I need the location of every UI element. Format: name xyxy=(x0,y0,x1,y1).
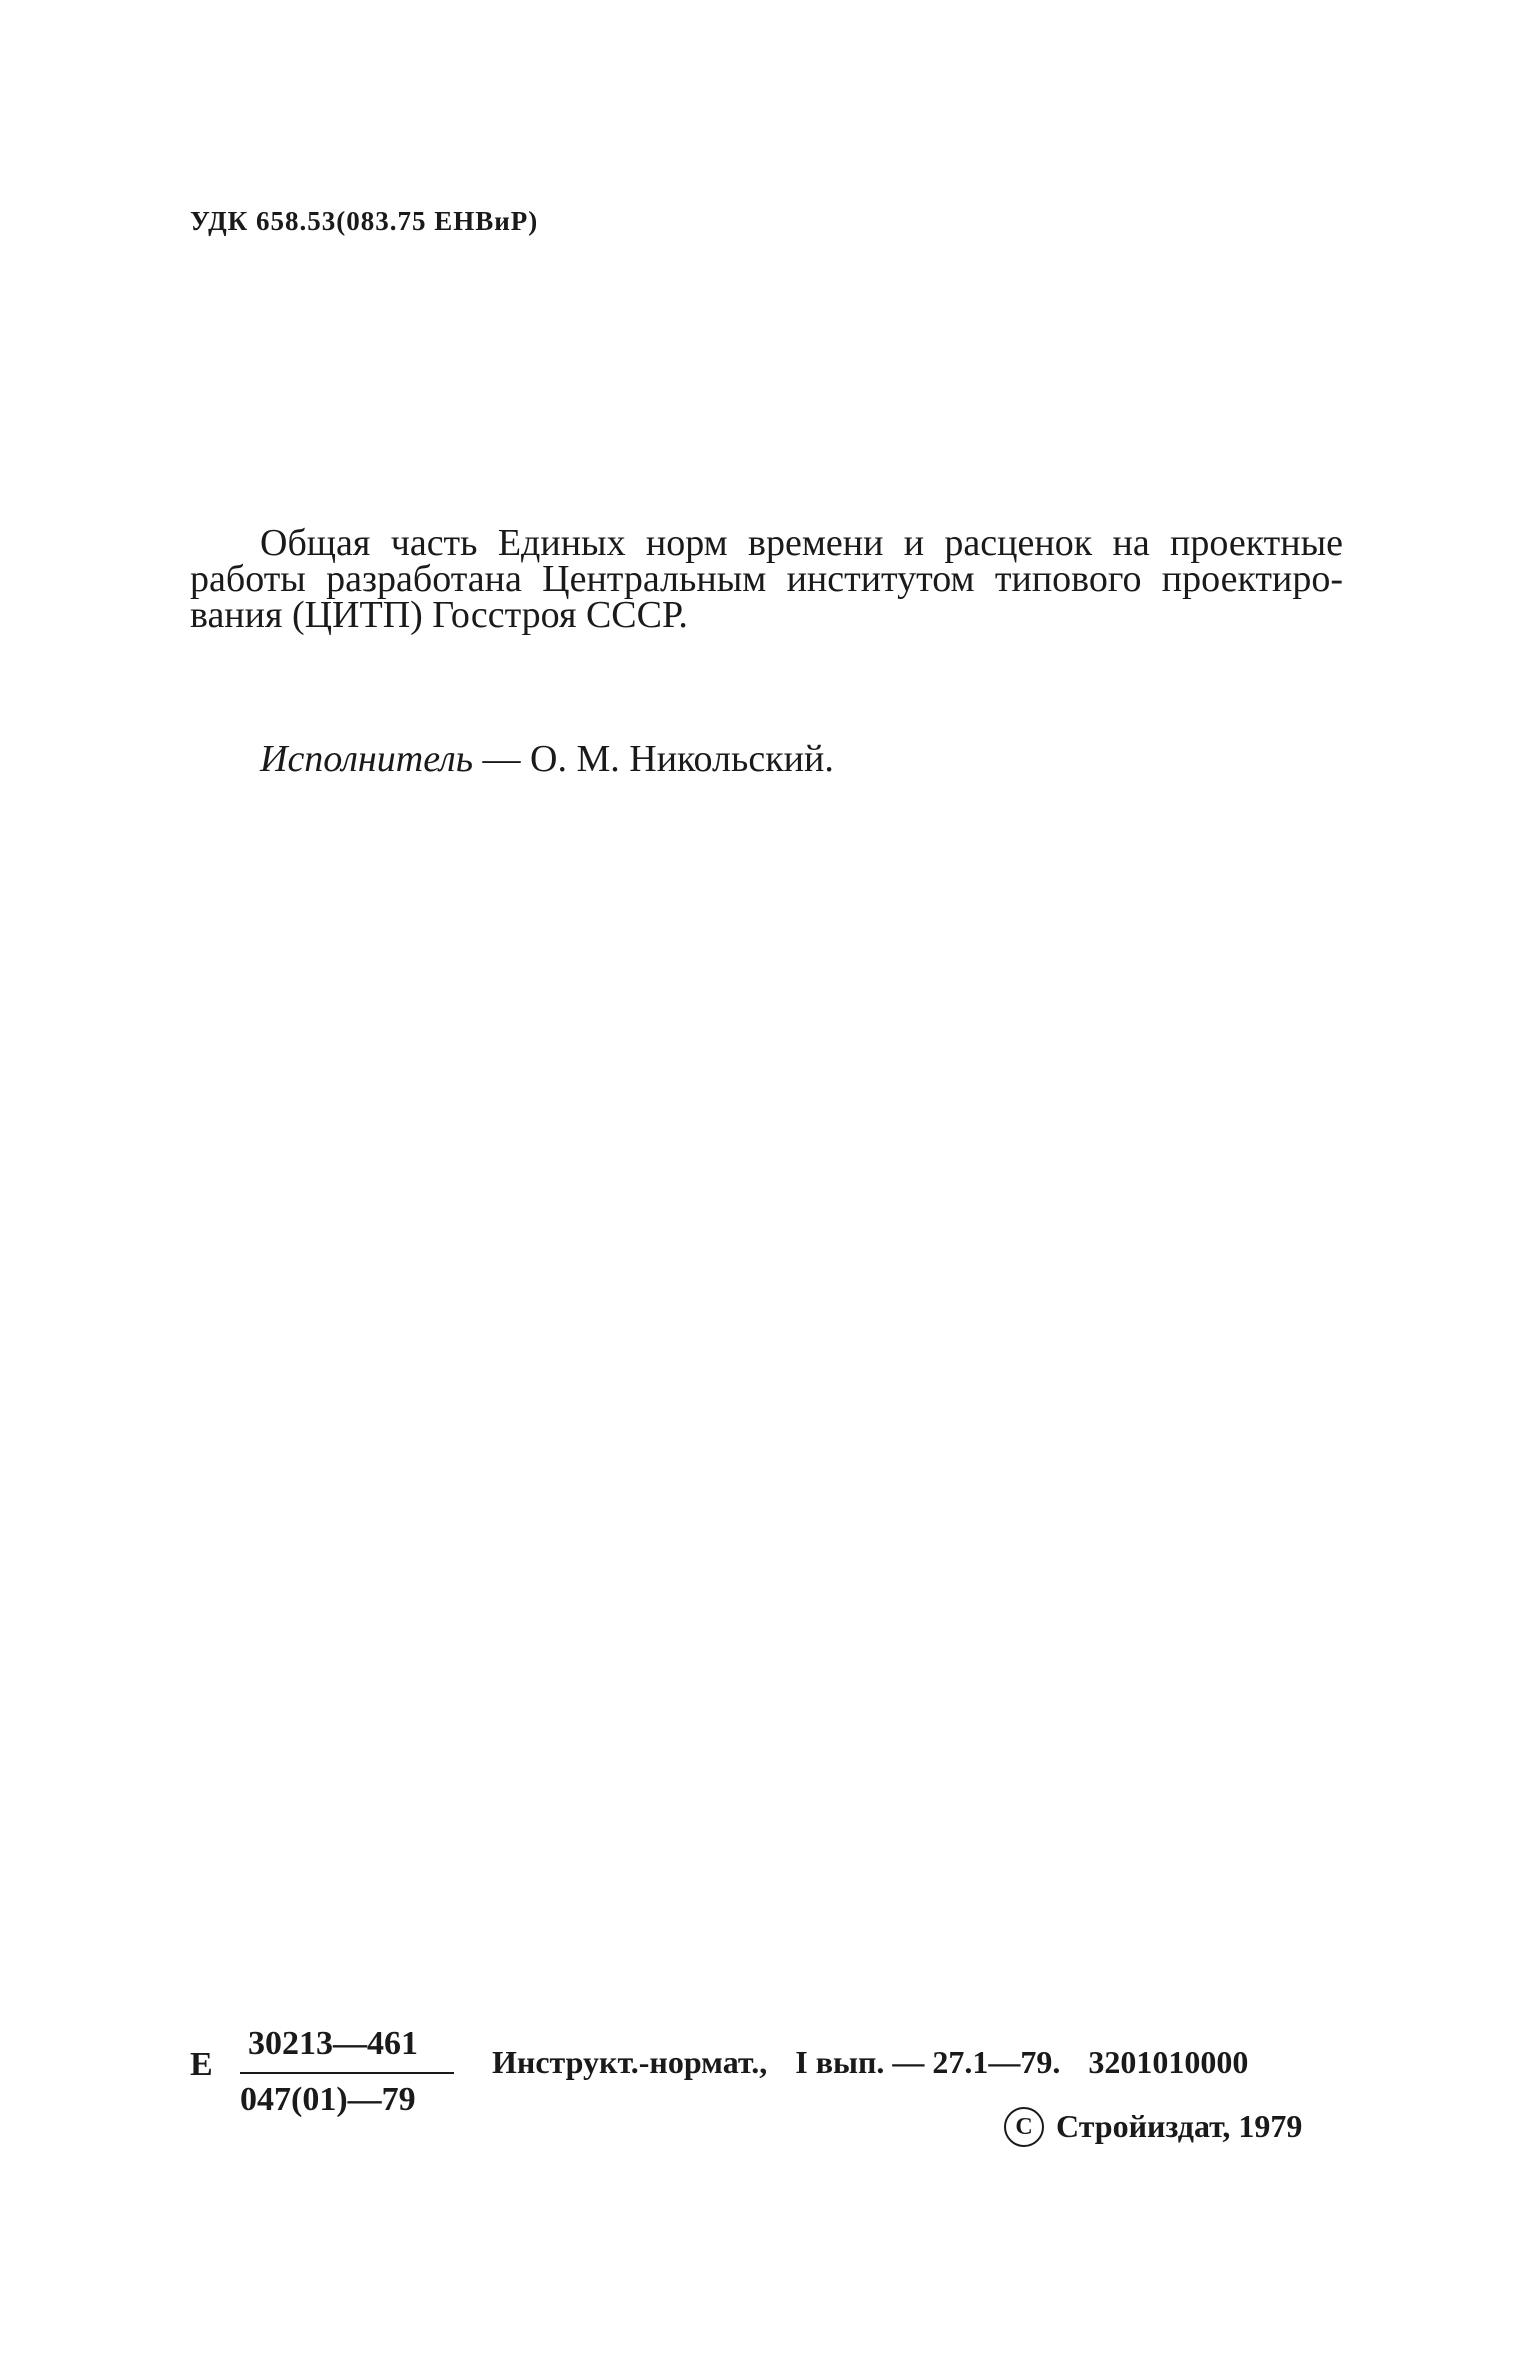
abstract-line: вания (ЦИТП) Госстроя СССР. xyxy=(190,594,688,636)
copyright-line xyxy=(1004,2108,1302,2147)
copyright-publisher: Стройиздат, 1979 xyxy=(1056,2108,1303,2144)
executor-role: Исполнитель xyxy=(260,738,474,780)
imprint-fraction xyxy=(240,2024,454,2120)
fraction-denominator: 047(01)—79 xyxy=(240,2081,416,2118)
udk-code: УДК 658.53(083.75 ЕНВиР) xyxy=(190,206,539,236)
abstract-line: Общая часть Единых норм времени и расценок на проектные xyxy=(260,522,1343,564)
imprint-category: Инструкт.-нормат., xyxy=(492,2044,768,2080)
fraction-numerator: 30213—461 xyxy=(248,2025,418,2062)
abstract-line: работы разработана Центральным институтом типового проектиро- xyxy=(190,558,1343,600)
fraction-bar xyxy=(240,2072,454,2074)
abstract-paragraph xyxy=(190,522,1343,636)
imprint-letter: Е xyxy=(190,2046,213,2083)
executor-credit xyxy=(260,737,834,781)
executor-separator: — xyxy=(473,738,531,780)
imprint-details xyxy=(492,2044,1248,2081)
imprint-issue: I вып. — 27.1—79. xyxy=(795,2044,1061,2080)
executor-name: О. М. Никольский. xyxy=(530,738,834,780)
copyright-icon: C xyxy=(1004,2107,1044,2147)
imprint-code: 3201010000 xyxy=(1088,2044,1249,2080)
